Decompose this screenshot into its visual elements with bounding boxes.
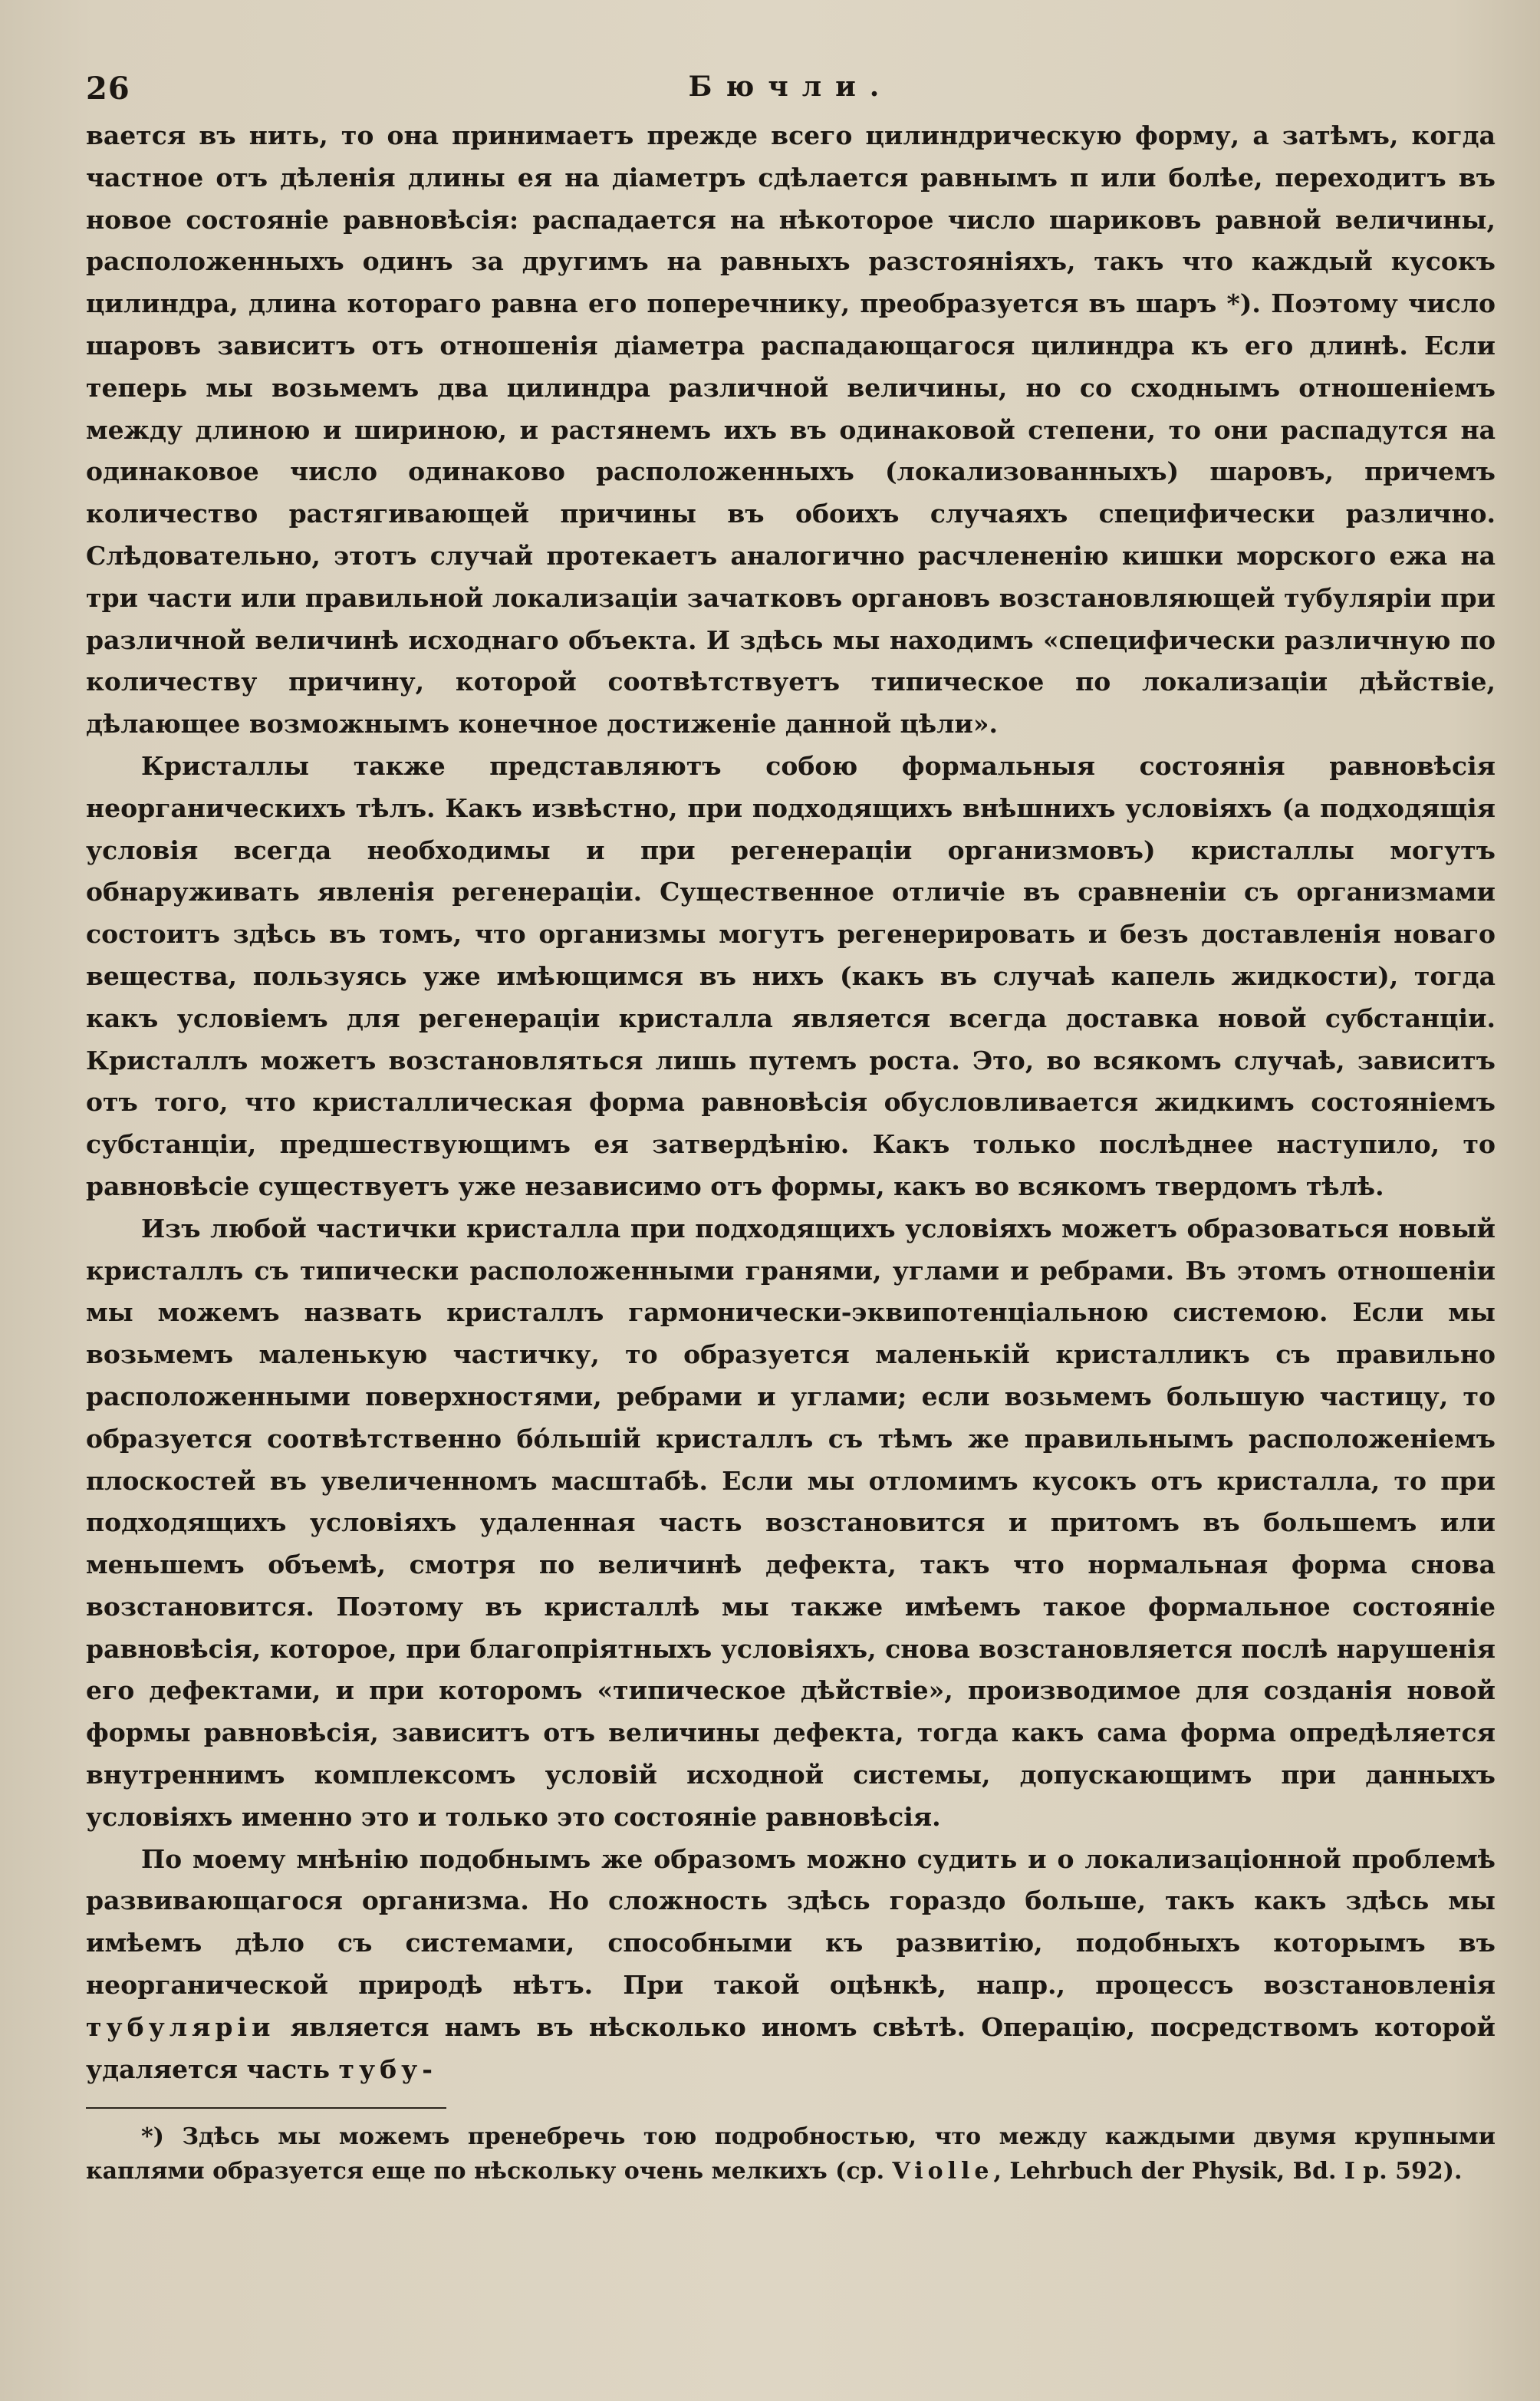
- footnote-author: Violle: [892, 2158, 994, 2185]
- running-head: Бючли.: [688, 71, 893, 103]
- footnote-rule: [86, 2107, 446, 2109]
- body-text: [86, 115, 1496, 2090]
- paragraph-4-spaced-word-2: тубу-: [338, 2054, 437, 2084]
- paragraph-1: вается въ нить, то она принимаетъ прежде всего цилиндрическую форму, а затѣмъ, когда частное отъ дѣленія длины ея на діаметръ сдѣлается равнымъ π или болѣе, переходитъ въ новое состояніе равновѣсія: распадается на нѣкоторое число шариковъ равной величины, расположенныхъ одинъ за другимъ на равныхъ разстояніяхъ, такъ что каждый кусокъ цилиндра, длина котораго равна его поперечнику, преобразуется въ шаръ *). Поэтому число шаровъ зависитъ отъ отношенія діаметра распадающагося цилиндра къ его длинѣ. Если теперь мы возьмемъ два цилиндра различной величины, но со сходнымъ отношеніемъ между длиною и шириною, и растянемъ ихъ въ одинаковой степени, то они распадутся на одинаковое число одинаково расположенныхъ (локализованныхъ) шаровъ, причемъ количество растягивающей причины въ обоихъ случаяхъ специфически различно. Слѣдовательно, этотъ случай протекаетъ аналогично расчлененію кишки морского ежа на три части или правильной локализаціи зачатковъ органовъ возстановляющей тубуляріи при различной величинѣ исходнаго объекта. И здѣсь мы находимъ «специфически различную по количеству причину, которой соотвѣтствуетъ типическое по локализаціи дѣйствіе, дѣлающее возможнымъ конечное достиженіе данной цѣли».: [86, 120, 1496, 739]
- footnote-text-after: , Lehrbuch der Physik, Bd. I p. 592).: [993, 2158, 1463, 2185]
- footnote: [86, 2119, 1496, 2189]
- paragraph-3: Изъ любой частички кристалла при подходящихъ условіяхъ можетъ образоваться новый кристаллъ съ типически расположенными гранями, углами и ребрами. Въ этомъ отношеніи мы можемъ назвать кристаллъ гармонически-эквипотенціальною системою. Если мы возьмемъ маленькую частичку, то образуется маленькій кристалликъ съ правильно расположенными поверхностями, ребрами и углами; если возьмемъ большую частицу, то образуется соотвѣтственно бо́льшій кристаллъ съ тѣмъ же правильнымъ расположеніемъ плоскостей въ увеличенномъ масштабѣ. Если мы отломимъ кусокъ отъ кристалла, то при подходящихъ условіяхъ удаленная часть возстановится и притомъ въ большемъ или меньшемъ объемѣ, смотря по величинѣ дефекта, такъ что нормальная форма снова возстановится. Поэтому въ кристаллѣ мы также имѣемъ такое формальное состояніе равновѣсія, которое, при благопріятныхъ условіяхъ, снова возстановляется послѣ нарушенія его дефектами, и при которомъ «типическое дѣйствіе», производимое для созданія новой формы равновѣсія, зависитъ отъ величины дефекта, тогда какъ сама форма опредѣляется внутреннимъ комплексомъ условій исходной системы, допускающимъ при данныхъ условіяхъ именно это и только это состояніе равновѣсія.: [86, 1213, 1496, 1832]
- footnote-text-before: *) Здѣсь мы можемъ пренебречь тою подробностью, что между каждыми двумя крупными каплями образуется еще по нѣскольку очень мелкихъ (ср.: [86, 2123, 1496, 2185]
- paragraph-4: [86, 1839, 1496, 2091]
- paragraph-4-spaced-word-1: тубуляріи: [86, 2011, 275, 2042]
- footnote-text: [86, 2119, 1496, 2189]
- paragraph-2: Кристаллы также представляютъ собою формальныя состоянія равновѣсія неорганическихъ тѣлъ. Какъ извѣстно, при подходящихъ внѣшнихъ условіяхъ (а подходящія условія всегда необходимы и при регенераціи организмовъ) кристаллы могутъ обнаруживать явленія регенераціи. Существенное отличіе въ сравненіи съ организмами состоитъ здѣсь въ томъ, что организмы могутъ регенерировать и безъ доставленія новаго вещества, пользуясь уже имѣющимся въ нихъ (какъ въ случаѣ капель жидкости), тогда какъ условіемъ для регенераціи кристалла является всегда доставка новой субстанціи. Кристаллъ можетъ возстановляться лишь путемъ роста. Это, во всякомъ случаѣ, зависитъ отъ того, что кристаллическая форма равновѣсія обусловливается жидкимъ состояніемъ субстанціи, предшествующимъ ея затвердѣнію. Какъ только послѣднее наступило, то равновѣсіе существуетъ уже независимо отъ формы, какъ во всякомъ твердомъ тѣлѣ.: [86, 750, 1496, 1201]
- paragraph-4-text-middle: является намъ въ нѣсколько иномъ свѣтѣ. Операцію, посредствомъ которой удаляется часть: [86, 2011, 1496, 2084]
- paragraph-4-text-before: По моему мнѣнію подобнымъ же образомъ можно судить и о локализаціонной проблемѣ развивающагося организма. Но сложность здѣсь гораздо больше, такъ какъ здѣсь мы имѣемъ дѣло съ системами, способными къ развитію, подобныхъ которымъ въ неорганической природѣ нѣтъ. При такой оцѣнкѣ, напр., процессъ возстановленія: [86, 1843, 1496, 2001]
- page-number: 26: [86, 71, 130, 107]
- page-header: [86, 0, 1496, 115]
